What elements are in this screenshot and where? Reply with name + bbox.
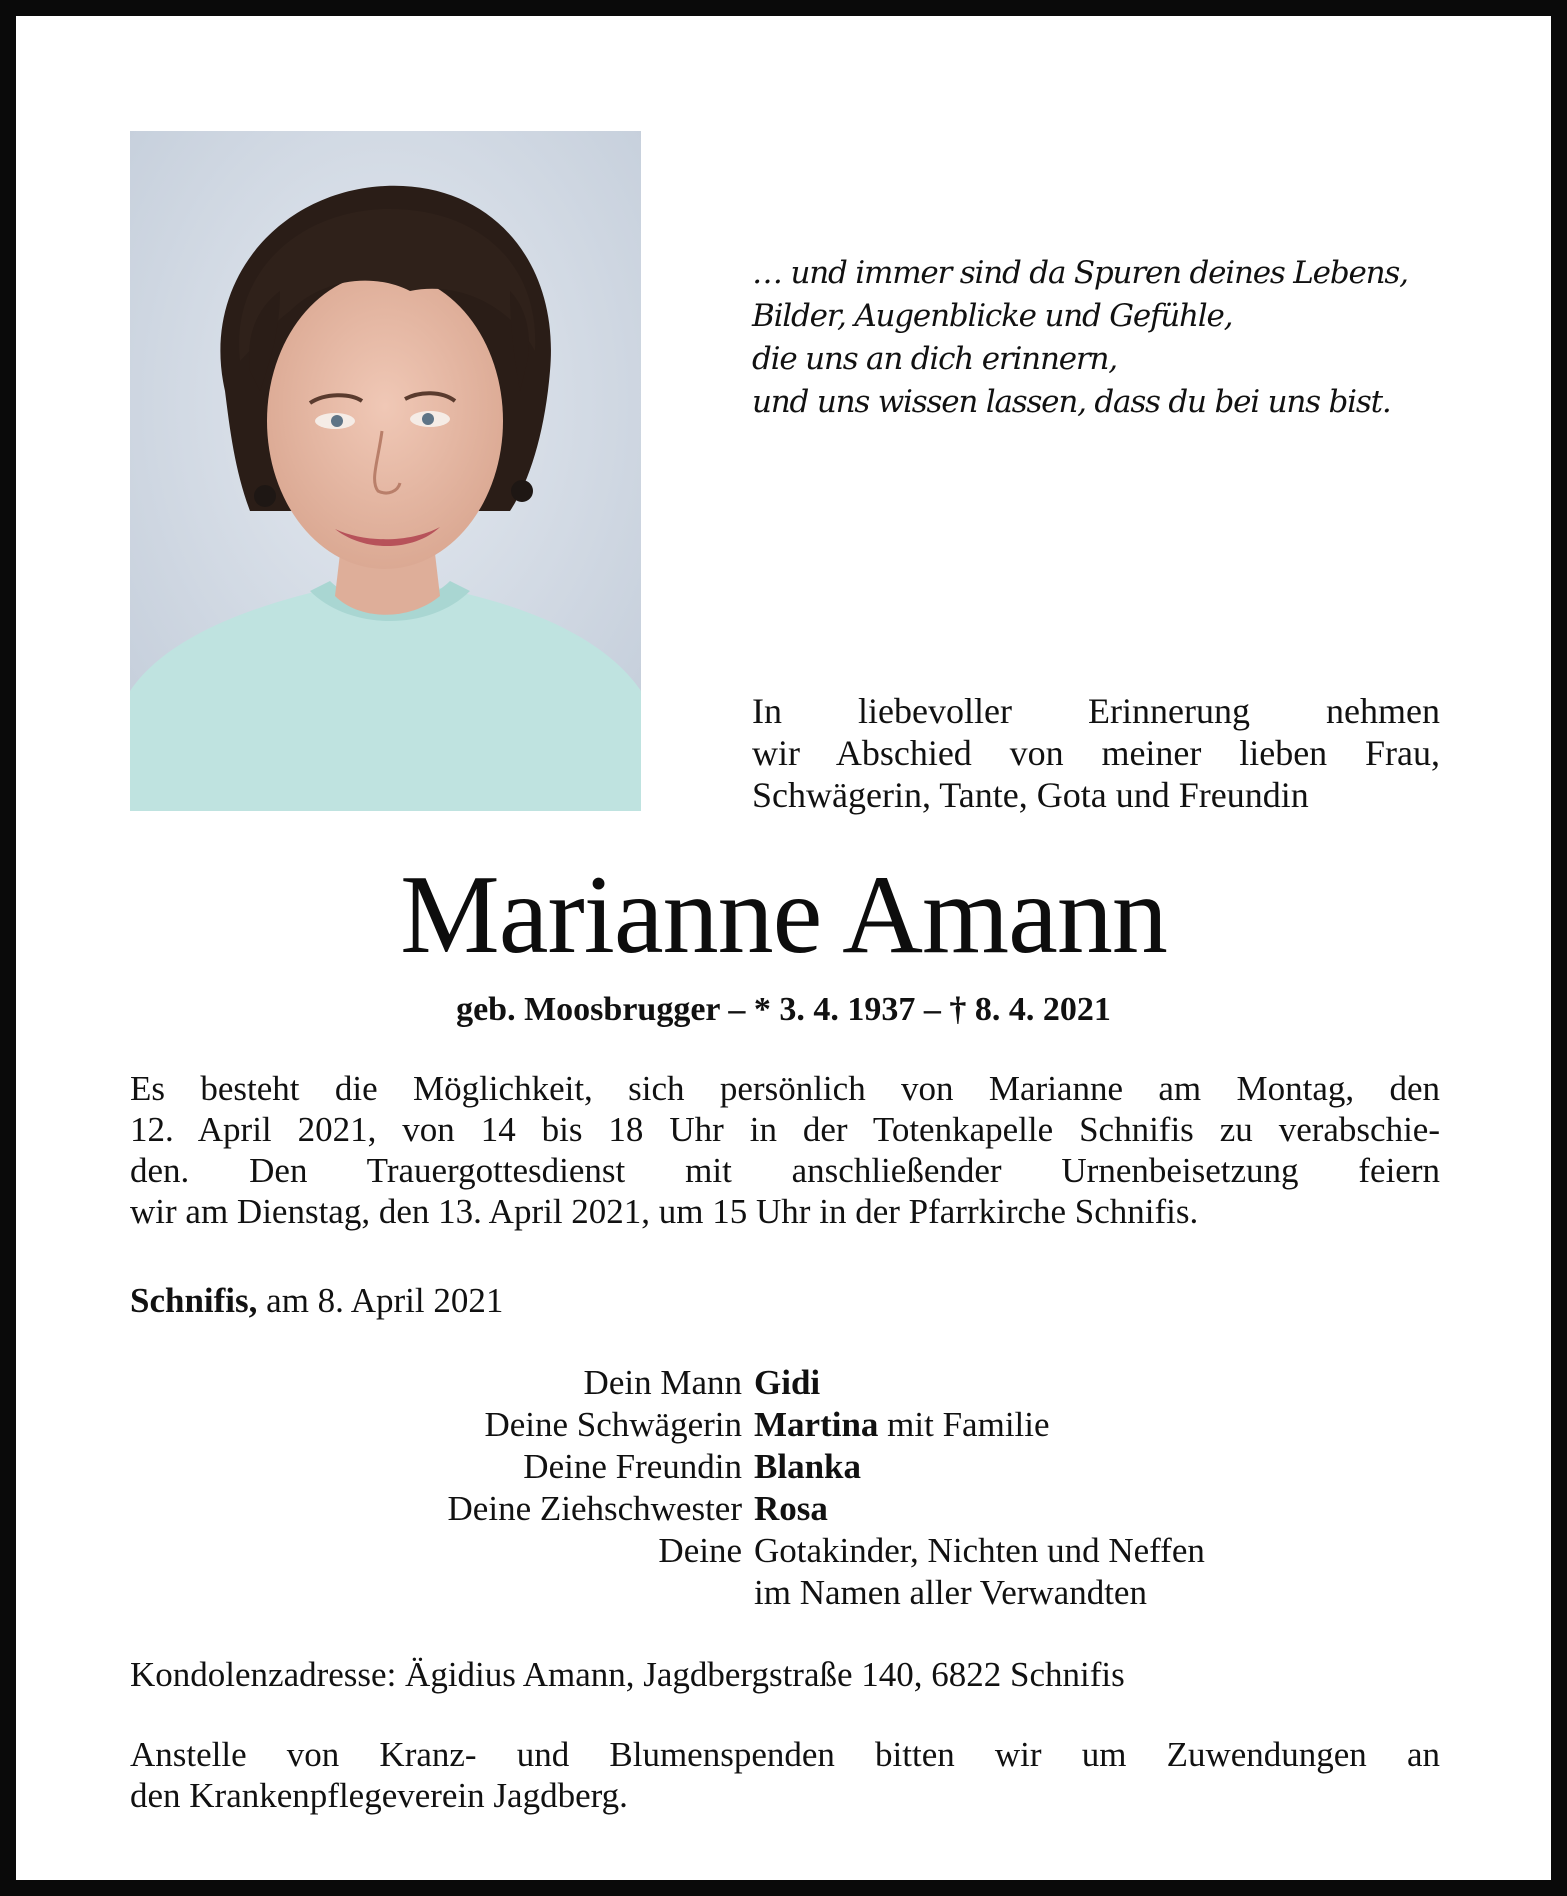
- intro-line: Schwägerin, Tante, Gota und Freundin: [752, 775, 1309, 815]
- family-relation: Deine Schwägerin: [484, 1405, 742, 1444]
- family-list: [0, 1362, 1567, 1614]
- family-row: [0, 1488, 1567, 1530]
- paragraph-line: den. Den Trauergottesdienst mit anschließender Urnenbeisetzung feiern: [130, 1151, 1440, 1190]
- family-row: [0, 1362, 1567, 1404]
- portrait-illustration: [130, 131, 641, 811]
- family-row: [0, 1572, 1567, 1614]
- paragraph-line: wir am Dienstag, den 13. April 2021, um 15 Uhr in der Pfarrkirche Schnifis.: [130, 1192, 1199, 1231]
- family-member-suffix: im Namen aller Verwandten: [754, 1573, 1147, 1612]
- date-text: am 8. April 2021: [266, 1281, 504, 1320]
- family-relation: Deine: [658, 1531, 742, 1570]
- paragraph-line: Es besteht die Möglichkeit, sich persönlich von Marianne am Montag, den: [130, 1069, 1440, 1108]
- family-relation: Deine Ziehschwester: [447, 1489, 742, 1528]
- family-member: [754, 1446, 861, 1488]
- family-relation: Dein Mann: [583, 1363, 742, 1402]
- poem-line: die uns an dich erinnern,: [752, 341, 1117, 377]
- family-member-suffix: Gotakinder, Nichten und Neffen: [754, 1531, 1205, 1570]
- family-member: [754, 1488, 828, 1530]
- intro-text: [752, 690, 1440, 816]
- condolence-address: Kondolenzadresse: Ägidius Amann, Jagdbergstraße 140, 6822 Schnifis: [130, 1655, 1125, 1694]
- family-member: [754, 1572, 1147, 1614]
- poem-line: Bilder, Augenblicke und Gefühle,: [752, 298, 1233, 334]
- family-member: [754, 1362, 820, 1404]
- family-member-name: Rosa: [754, 1489, 828, 1528]
- family-member-name: Blanka: [754, 1447, 861, 1486]
- intro-line: In liebevoller Erinnerung nehmen: [752, 691, 1440, 731]
- closing-line: Anstelle von Kranz- und Blumenspenden bitten wir um Zuwendungen an: [130, 1735, 1440, 1774]
- poem-line: … und immer sind da Spuren deines Lebens,: [752, 255, 1408, 291]
- service-paragraph: [130, 1068, 1440, 1232]
- intro-line: wir Abschied von meiner lieben Frau,: [752, 733, 1440, 773]
- place-name: Schnifis,: [130, 1281, 258, 1320]
- poem-quote: [752, 252, 1452, 424]
- place-date: [130, 1280, 503, 1321]
- family-member: [754, 1404, 1050, 1446]
- family-member-name: Gidi: [754, 1363, 821, 1402]
- deceased-name: Marianne Amann: [400, 853, 1167, 977]
- family-member-suffix: mit Familie: [878, 1405, 1050, 1444]
- portrait-photo: [130, 131, 641, 811]
- poem-line: und uns wissen lassen, dass du bei uns bist.: [752, 384, 1391, 420]
- family-row: [0, 1446, 1567, 1488]
- closing-line: den Krankenpflegeverein Jagdberg.: [130, 1776, 628, 1815]
- family-relation: Deine Freundin: [523, 1447, 742, 1486]
- family-member-name: Martina: [754, 1405, 879, 1444]
- birth-death-line: geb. Moosbrugger – * 3. 4. 1937 – † 8. 4. 2021: [456, 991, 1111, 1028]
- paragraph-line: 12. April 2021, von 14 bis 18 Uhr in der Totenkapelle Schnifis zu verabschie-: [130, 1110, 1440, 1149]
- family-row: [0, 1404, 1567, 1446]
- closing-note: [130, 1734, 1440, 1816]
- family-member: [754, 1530, 1205, 1572]
- family-row: [0, 1530, 1567, 1572]
